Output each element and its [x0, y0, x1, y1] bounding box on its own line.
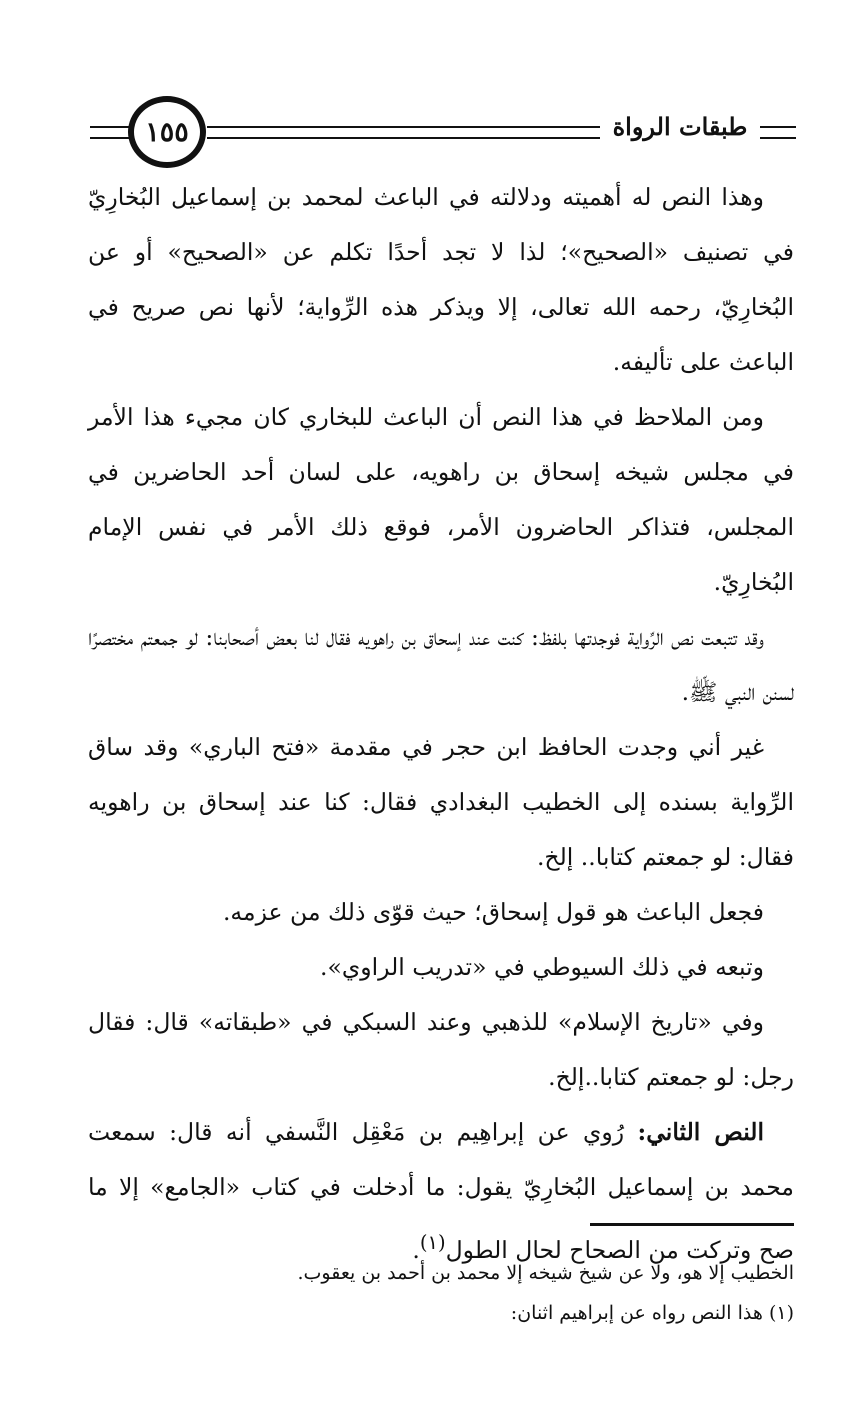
- paragraph: وقد تتبعت نص الرِّواية فوجدتها بلفظ: كنت عند إسحاق بن راهويه فقال لنا بعض أصحابنا: لو جمعتم مختصرًا لسنن النبي ﷺ.: [88, 623, 794, 706]
- header-rule-left: [90, 126, 132, 139]
- page-number: ١٥٥: [128, 96, 206, 168]
- second-text-body: رُوي عن إبراهِيم بن مَعْقِل النَّسفي أنه قال: سمعت محمد بن إسماعيل البُخارِيّ يقول: ما أدخلت في كتاب «الجامع» إلا ما صح وتركت من الصحاح لحال الطول: [88, 1118, 794, 1264]
- footnotes: [88, 1253, 794, 1333]
- footnote-line: الخطيب إلا هو، ولا عن شيخ شيخه إلا محمد بن أحمد بن يعقوب.: [297, 1262, 794, 1284]
- paragraph: فجعل الباعث هو قول إسحاق؛ حيث قوّى ذلك من عزمه.: [222, 898, 764, 926]
- page-header: [0, 0, 867, 180]
- main-text: [88, 170, 794, 1278]
- footnote-separator: [590, 1223, 794, 1226]
- header-rule-middle: [207, 126, 600, 139]
- paragraph: ومن الملاحظ في هذا النص أن الباعث للبخاري كان مجيء هذا الأمر في مجلس شيخه إسحاق بن راهويه، على لسان أحد الحاضرين في المجلس، فتذاكر الحاضرون الأمر، فوقع ذلك الأمر في نفس الإمام البُخارِيّ.: [88, 403, 794, 596]
- paragraph: وهذا النص له أهميته ودلالته في الباعث لمحمد بن إسماعيل البُخارِيّ في تصنيف «الصحيح»؛ لذا لا تجد أحدًا تكلم عن «الصحيح» أو عن البُخارِيّ، رحمه الله تعالى، إلا ويذكر هذه الرِّواية؛ لأنها نص صريح في الباعث على تأليفه.: [88, 183, 794, 376]
- footnote-reference: (١): [419, 1231, 446, 1254]
- second-text-label: النص الثاني:: [637, 1118, 764, 1146]
- footnote-line: (١) هذا النص رواه عن إبراهيم اثنان:: [510, 1302, 794, 1324]
- running-title: طبقات الرواة: [612, 112, 748, 141]
- paragraph: غير أني وجدت الحافظ ابن حجر في مقدمة «فتح الباري» وقد ساق الرِّواية بسنده إلى الخطيب البغدادي فقال: كنا عند إسحاق بن راهويه فقال: لو جمعتم كتابا.. إلخ.: [88, 733, 794, 871]
- header-rule-right: [760, 126, 796, 139]
- paragraph: وتبعه في ذلك السيوطي في «تدريب الراوي».: [320, 953, 764, 981]
- second-text-end: .: [412, 1235, 420, 1264]
- paragraph-second-text: [88, 1105, 794, 1278]
- paragraph: وفي «تاريخ الإسلام» للذهبي وعند السبكي في «طبقاته» قال: فقال رجل: لو جمعتم كتابا..إلخ.: [88, 1008, 794, 1091]
